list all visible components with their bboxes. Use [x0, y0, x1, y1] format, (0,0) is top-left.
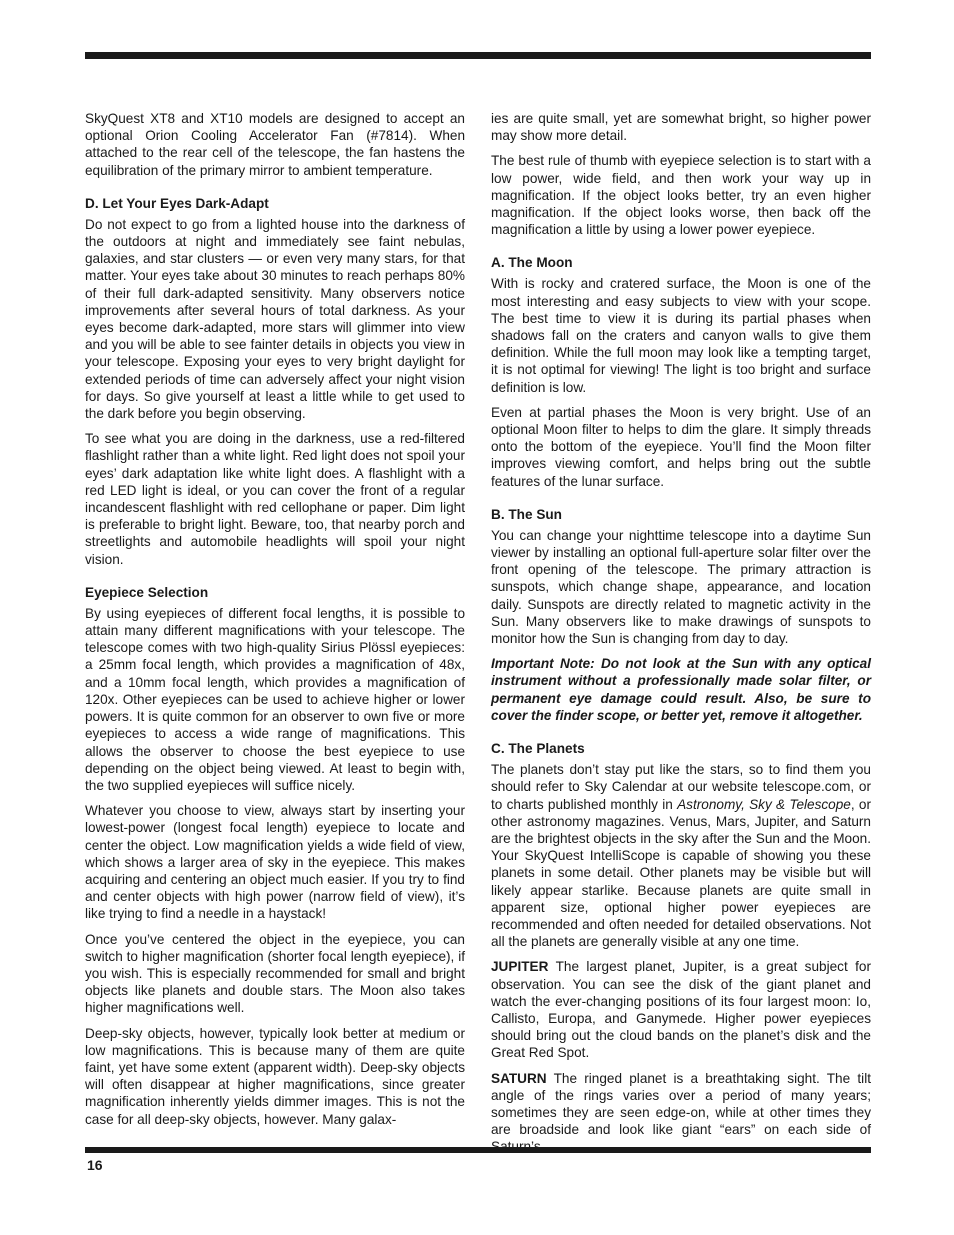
paragraph-cooling-fan: SkyQuest XT8 and XT10 models are designed to accept an optional Orion Cooling Accelerator Fan (#7814). When attached to the rear cell of the telescope, the fan hastens the equilibration of the primary mirror to ambient temperature. [85, 111, 465, 178]
jupiter-text: The largest planet, Jupiter, is a great subject for observation. You can see the disk of the giant planet and watch the ever-changing positions of its four largest moon: Io, Callisto, Europa, and Ganymede. Higher power eyepieces should bring out the cloud bands on the planet’s disk and the Great Red Spot. [491, 959, 871, 1061]
paragraph-sun-1: You can change your nighttime telescope into a daytime Sun viewer by installing an optional full-aperture solar filter over the front opening of the telescope. The primary attraction is sunspots, which change shape, appearance, and location daily. Sunspots are directly related to magnetic activity in the Sun. Many observers like to make drawings of sunspots to monitor how the Sun is changing from day to day. [491, 527, 871, 647]
paragraph-planets [491, 761, 871, 950]
paragraph-eyepiece-1: By using eyepieces of different focal lengths, it is possible to attain many different magnifications with your telescope. The telescope comes with two high-quality Sirius Plössl eyepieces: a 25mm focal length, which provides a magnification of 48x, and a 10mm focal length, which provides a magnification of 120x. Other eyepieces can be used to achieve higher or lower powers. It is quite common for an observer to own five or more eyepieces to access a wide range of magnifications. This allows the observer to choose the best eyepiece to use depending on the object being viewed. At least to begin with, the two supplied eyepieces will suffice nicely. [85, 605, 465, 793]
jupiter-label: JUPITER [491, 959, 549, 975]
page-number: 16 [87, 1157, 103, 1173]
paragraph-eyepiece-2: Whatever you choose to view, always start by inserting your lowest-power (longest focal length) eyepiece to locate and center the object. Low magnification yields a wide field of view, which shows a larger area of sky in the eyepiece. This makes acquiring and centering an object much easier. If you try to find and center objects with high power (narrow field of view), it’s like trying to find a needle in a haystack! [85, 803, 465, 922]
paragraph-dark-adapt-1: Do not expect to go from a lighted house into the darkness of the outdoors at night and immediately see faint nebulas, galaxies, and star clusters — or even very many stars, for that matter. Your eyes take about 30 minutes to reach perhaps 80% of their full dark-adapted sensitivity. Many observers notice improvements after several hours of total darkness. As your eyes become dark-adapted, more stars will glimmer into view and you will be able to see fainter details in objects you view in your telescope. Exposing your eyes to very bright daylight for extended periods of time can adversely affect your night vision for days. So give yourself at least a little while to get used to the dark before you begin observing. [85, 216, 465, 422]
paragraph-saturn [491, 1070, 871, 1156]
paragraph-eyepiece-4: Deep-sky objects, however, typically look better at medium or low magnifications. This is because many of them are quite faint, yet have some extent (apparent width). Deep-sky objects will often disappear at higher magnifications, since greater magnification inherently yields dimmer images. This is not the case for all deep-sky objects, however. Many galax- [85, 1025, 465, 1127]
left-column [85, 110, 465, 1136]
heading-eyepiece-selection: Eyepiece Selection [85, 584, 209, 600]
planets-text-b: , or other astronomy magazines. Venus, Mars, Jupiter, and Saturn are the brightest objects in the sky after the Sun and the Moon. Your SkyQuest IntelliScope is capable of showing you these planets in some detail. Other planets may be visible but will likely appear starlike. Because planets are quite small in apparent size, optional higher power eyepieces are recommended and often needed for detailed observations. Not all the planets are generally visible at any one time. [491, 796, 872, 950]
paragraph-rule-of-thumb: The best rule of thumb with eyepiece selection is to start with a low power, wide field, and then work your way up in magnification. If the object looks better, try an even higher magnification. If the object looks worse, then back off the magnification a little by using a lower power eyepiece. [491, 153, 871, 238]
heading-dark-adapt: D. Let Your Eyes Dark-Adapt [85, 195, 269, 211]
saturn-label: SATURN [491, 1070, 547, 1086]
top-rule [85, 52, 871, 59]
important-note-sun: Important Note: Do not look at the Sun with any optical instrument without a professionally made solar filter, or permanent eye damage could result. Also, be sure to cover the finder scope, or better yet, remove it altogether. [491, 656, 871, 723]
right-column [491, 110, 871, 1164]
heading-moon: A. The Moon [491, 255, 573, 271]
planets-text-a: The planets don’t stay put like the stars, so to find them you should refer to Sky Calendar at our website telescope.com, or to charts published monthly in [491, 762, 871, 812]
saturn-text: The ringed planet is a breathtaking sight. The tilt angle of the rings varies over a period of many years; sometimes they are seen edge-on, while at other times they are broadside and look like giant “ears” on each side of [491, 1070, 871, 1138]
paragraph-moon-2: Even at partial phases the Moon is very bright. Use of an optional Moon filter to helps to dim the glare. It simply threads onto the bottom of the eyepiece. You’ll find the Moon filter improves viewing comfort, and helps bring out the subtle features of the lunar surface. [491, 404, 871, 489]
paragraph-moon-1: With is rocky and cratered surface, the Moon is one of the most interesting and easy subjects to view with your scope. The best time to view it is during its partial phases when shadows fall on the craters and canyon walls to give them definition. While the full moon may look like a tempting target, it is not optimal for viewing! The light is too bright and surface definition is low. [491, 276, 871, 395]
paragraph-jupiter [491, 958, 871, 1061]
bottom-rule [85, 1147, 871, 1153]
heading-planets: C. The Planets [491, 741, 585, 757]
heading-sun: B. The Sun [491, 506, 562, 522]
magazine-titles: Astronomy, Sky & Telescope [677, 796, 851, 812]
paragraph-eyepiece-3: Once you’ve centered the object in the eyepiece, you can switch to higher magnification (shorter focal length eyepiece), if you wish. This is especially recommended for small and bright objects like planets and double stars. The Moon also takes higher magnifications well. [85, 931, 465, 1016]
paragraph-galaxies-continued: ies are quite small, yet are somewhat bright, so higher power may show more detail. [491, 111, 871, 144]
paragraph-dark-adapt-2: To see what you are doing in the darkness, use a red-filtered flashlight rather than a white light. Red light does not spoil your eyes’ dark adaptation like white light does. A flashlight with a red LED light is ideal, or you can cover the front of a regular incandescent flashlight with red cellophane or paper. Dim light is preferable to bright light. Beware, too, that nearby porch and streetlights and automobile headlights will spoil your night vision. [85, 431, 465, 567]
